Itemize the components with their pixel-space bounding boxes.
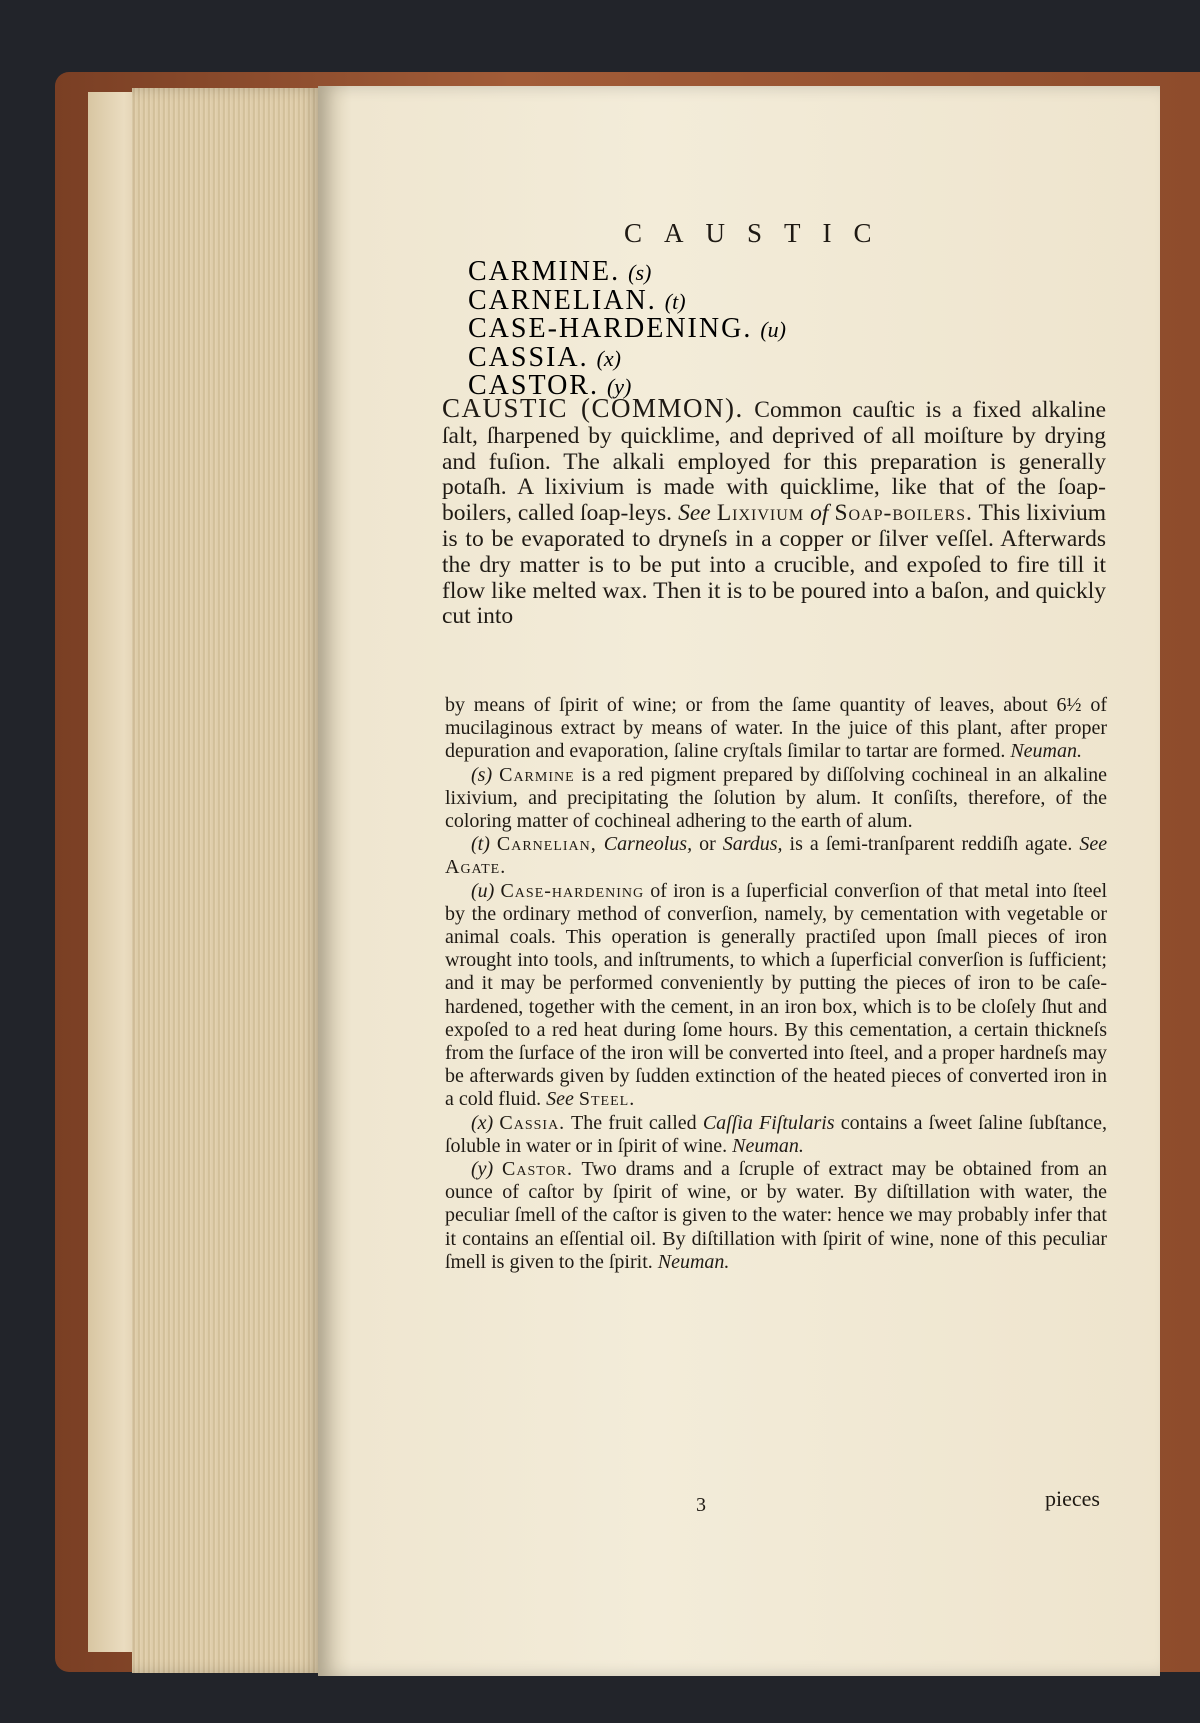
headword-list [468, 258, 786, 401]
headword-cassia: CASSIA. (x) [468, 341, 622, 373]
page-edges [132, 88, 322, 1673]
headword-case-hardening: CASE-HARDENING. (u) [468, 313, 786, 344]
note-u: (u) Case-hardening of iron is a ſuperficial converſion of that metal into ſteel by the ordinary method of converſion, namely, by cementation with vegetable or animal coals. This operation is generally practiſed upon ſmall pieces of iron wrought into tools, and inſtruments, to which a ſuperficial converſion is ſufficient; and it may be performed conveniently by putting the pieces of iron to be caſe-hardened, together with the cement, in an iron box, which is to be cloſely ſhut and expoſed to a red heat during ſome hours. By this cementation, a certain thickneſs from the ſurface of the iron will be converted into ſteel, and a proper hardneſs may be afterwards given by ſudden extinction of the heated pieces of converted iron in a cold fluid. See Steel. [445, 879, 1108, 1111]
signature-mark: 3 [696, 1494, 706, 1516]
caustic-text-b: This lixivium is to be evaporated to dryneſs in a copper or ſilver veſſel. Afterwards the dry matter is to be put into a crucible, and expoſed to fire till it flow like melted wax. Then it is to be poured into a baſon, and quickly cut into [442, 500, 1107, 630]
catchword: pieces [1045, 1486, 1100, 1511]
note-y: (y) Castor. Two drams and a ſcruple of extract may be obtained from an ounce of caſtor by ſpirit of wine, or by water. By diſtillation with water, the peculiar ſmell of the caſtor is given to the water: hence we may probably infer that it contains an eſſential oil. By diſtillation with ſpirit of wine, none of this peculiar ſmell is given to the ſpirit. Neuman. [445, 1158, 1107, 1273]
caustic-text-a: Common cauſtic is a fixed alkaline ſalt, ſharpened by quicklime, and deprived of all moiſture by drying and fuſion. The alkali employed for this preparation is generally potaſh. A lixivium is made with quicklime, like that of the ſoap-boilers, called ſoap-leys. [442, 397, 1106, 527]
see-word: See [678, 500, 711, 527]
cross-reference: Lixivium [716, 500, 805, 527]
note-x: (x) Cassia. The fruit called Caſſia Fiſtularis contains a ſweet ſaline ſubſtance, ſoluble in water or in ſpirit of wine. Neuman. [445, 1111, 1108, 1157]
headword-carmine: CARMINE. (s) [468, 256, 652, 287]
caustic-headword: CAUSTIC (COMMON). [442, 393, 744, 423]
footnotes [445, 694, 1107, 1274]
note-continuation: by means of ſpirit of wine; or from the ſame quantity of leaves, about 6½ of mucilaginous extract by means of water. In the juice of this plant, after proper depuration and evaporation, ſaline cryſtals ſimilar to tartar are formed. Neuman. [445, 694, 1107, 763]
caustic-entry [442, 393, 1107, 630]
headword-carnelian: CARNELIAN. (t) [468, 284, 686, 316]
running-head: CAUSTIC [624, 218, 894, 248]
note-t: (t) Carnelian, Carneolus, or Sardus, is a ſemi-tranſparent reddiſh agate. See Agate. [445, 833, 1108, 879]
see-of: of [810, 500, 829, 527]
headword-castor: CASTOR. (y) [468, 370, 632, 401]
cross-reference: Soap-boilers. [834, 500, 973, 527]
note-s: (s) Carmine is a red pigment prepared by diſſolving cochineal in an alkaline lixivium, and precipitating the ſolution by alum. It conſiſts, therefore, of the coloring matter of cochineal adhering to the earth of alum. [445, 763, 1108, 833]
